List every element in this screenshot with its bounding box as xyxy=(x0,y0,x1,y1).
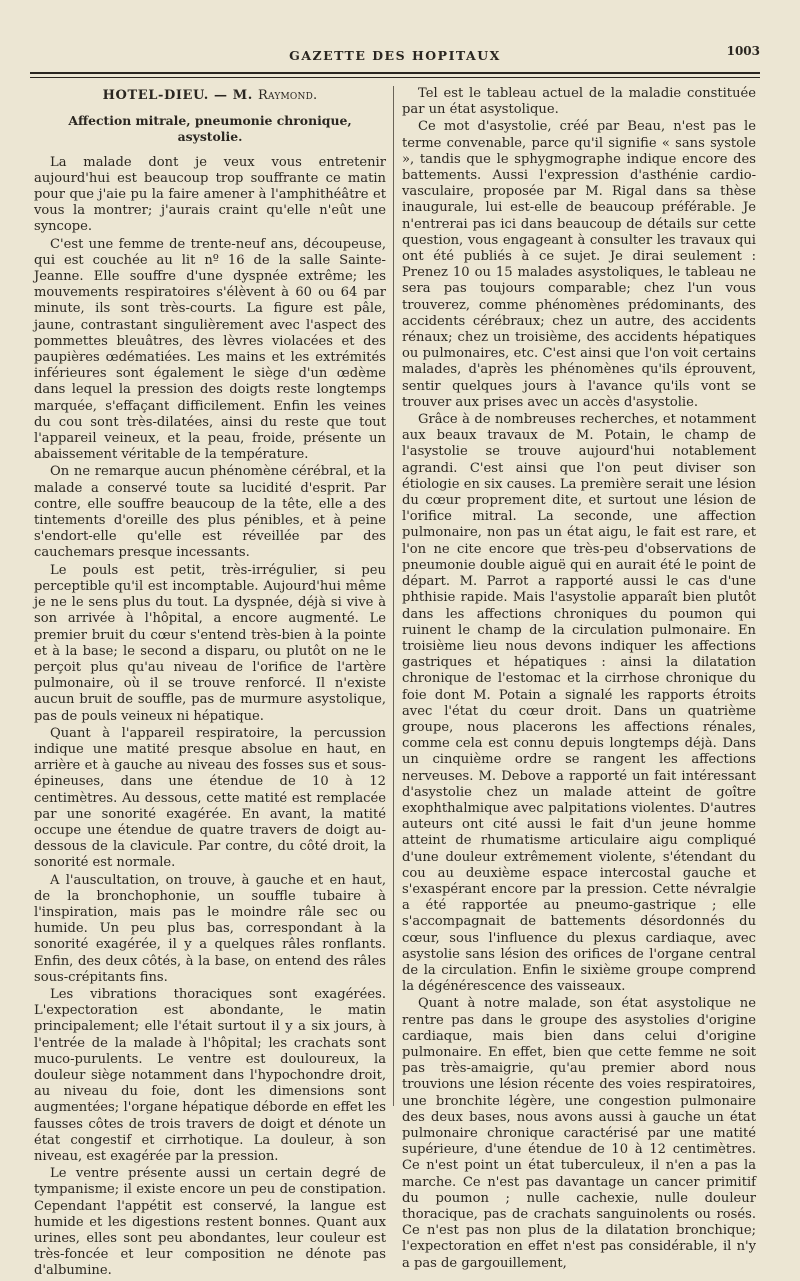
paragraph: Les vibrations thoraciques sont exagérées. L'expectoration est abondante, le matin principalement; elle l'était surtout il y a six jours, à l'entrée de la malade à l'hôpital; les crachats sont muco-purulents. Le ventre est douloureux, la douleur siège notamment dans l'hypochondre droit, au niveau du foie, dont les dimensions sont augmentées; l'organe hépatique déborde en effet les fausses côtes de trois travers de doigt et dénote un état congestif et cirrhotique. La douleur, à son niveau, est exagérée par la pression. xyxy=(34,986,386,1164)
section-title-main: HOTEL-DIEU. — M. xyxy=(102,88,253,103)
paragraph: A l'auscultation, on trouve, à gauche et en haut, de la bronchophonie, un souffle tubaire à l'inspiration, mais pas le moindre râle sec ou humide. Un peu plus bas, correspondant à la sonorité exagérée, il y a quelques râles ronflants. Enfin, des deux côtés, à la base, on entend des râles sous-crépitants fins. xyxy=(34,872,386,985)
header-rule-thick xyxy=(30,72,760,74)
page-number: 1003 xyxy=(726,44,760,58)
header-rule-thin xyxy=(30,77,760,78)
paragraph: Tel est le tableau actuel de la maladie constituée par un état asystolique. xyxy=(402,86,756,118)
journal-title: GAZETTE DES HOPITAUX xyxy=(289,48,501,63)
right-column xyxy=(402,86,756,1273)
paragraph: La malade dont je veux vous entretenir aujourd'hui est beaucoup trop souffrante ce matin pour que j'aie pu la faire amener à l'amphithéâtre et vous la montrer; j'aurais craint qu'elle n'eût une syncope. xyxy=(34,154,386,235)
column-divider xyxy=(393,86,394,1106)
paragraph: C'est une femme de trente-neuf ans, découpeuse, qui est couchée au lit nº 16 de la salle Sainte-Jeanne. Elle souffre d'une dyspnée extrême; les mouvements respiratoires s'élèvent à 60 ou 64 par minute, ils sont très-courts. La figure est pâle, jaune, contrastant singulièrement avec l'aspect des pommettes bleuâtres, des lèvres violacées et des paupières œdématiées. Les mains et les extrémités inférieures sont également le siège d'un œdème dans lequel la pression des doigts reste longtemps marquée, s'effaçant difficilement. Enfin les veines du cou sont très-dilatées, ainsi du reste que tout l'appareil veineux, et la peau, froide, présente un abaissement véritable de la température. xyxy=(34,236,386,463)
paragraph: Quant à notre malade, son état asystolique ne rentre pas dans le groupe des asystolies d'origine cardiaque, mais bien dans celui d'origine pulmonaire. En effet, bien que cette femme ne soit pas très-amaigrie, qu'au premier abord nous trouvions une lésion récente des voies respiratoires, une bronchite légère, une congestion pulmonaire des deux bases, nous avons aussi à gauche un état pulmonaire chronique caractérisé par une matité supérieure, d'une étendue de 10 à 12 centimètres. Ce n'est point un état tuberculeux, il n'en a pas la marche. Ce n'est pas davantage un cancer primitif du poumon ; nulle cachexie, nulle douleur thoracique, pas de crachats sanguinolents ou rosés. Ce n'est pas non plus de la dilatation bronchique; l'expectoration en effet n'est pas considérable, il n'y a pas de gargouillement, xyxy=(402,996,756,1271)
paragraph: Ce mot d'asystolie, créé par Beau, n'est pas le terme convenable, parce qu'il signifie « sans systole », tandis que le sphygmographe indique encore des battements. Aussi l'expression d'asthénie cardio-vasculaire, proposée par M. Rigal dans sa thèse inaugurale, lui est-elle de beaucoup préférable. Je n'entrerai pas ici dans beaucoup de détails sur cette question, vous engageant à consulter les travaux qui ont été publiés à ce sujet. Je dirai seulement : Prenez 10 ou 15 malades asystoliques, le tableau ne sera pas toujours comparable; chez l'un vous trouverez, comme phénomènes prédominants, des accidents cérébraux; chez un autre, des accidents rénaux; chez un troisième, des accidents hépatiques ou pulmonaires, etc. C'est ainsi que l'on voit certains malades, d'après les phénomènes qu'ils éprouvent, sentir quelques jours à l'avance qu'ils vont se trouver aux prises avec un accès d'asystolie. xyxy=(402,119,756,410)
paragraph: Grâce à de nombreuses recherches, et notamment aux beaux travaux de M. Potain, le champ de l'asystolie se trouve aujourd'hui notablement agrandi. C'est ainsi que l'on peut diviser son étiologie en six causes. La première serait une lésion du cœur proprement dite, et surtout une lésion de l'orifice mitral. La seconde, une affection pulmonaire, non pas un état aigu, le fait est rare, et l'on ne cite encore que très-peu d'observations de pneumonie double aiguë qui en aurait été le point de départ. M. Parrot a rapporté aussi le cas d'une phthisie rapide. Mais l'asystolie apparaît bien plutôt dans les affections chroniques du poumon qui ruinent le champ de la circulation pulmonaire. En troisième lieu nous devons indiquer les affections gastriques et hépatiques : ainsi la dilatation chronique de l'estomac et la cirrhose chronique du foie dont M. Potain a signalé les rapports étroits avec l'état du cœur droit. Dans un quatrième groupe, nous placerons les affections rénales, comme cela est connu depuis longtemps déjà. Dans un cinquième ordre se rangent les affections nerveuses. M. Debove a rapporté un fait intéressant d'asystolie chez un malade atteint de goître exophthalmique avec palpitations violentes. D'autres auteurs ont cité aussi le fait d'un jeune homme atteint de rhumatisme articulaire aigu compliqué d'une douleur extrêmement violente, s'étendant du cou au deuxième espace intercostal gauche et s'exaspérant encore par la pression. Cette névralgie a été rapportée au pneumo-gastrique ; elle s'accompagnait de battements désordonnés du cœur, sous l'influence du plexus cardiaque, avec asystolie sans lésion des orifices de l'organe central de la circulation. Enfin le sixième groupe comprend la dégénérescence des vaisseaux. xyxy=(402,412,756,995)
paragraph: Le ventre présente aussi un certain degré de tympanisme; il existe encore un peu de constipation. Cependant l'appétit est conservé, la langue est humide et les digestions restent bonnes. Quant aux urines, elles sont peu abondantes, leur couleur est très-foncée et leur composition ne dénote pas d'albumine. xyxy=(34,1166,386,1279)
section-title xyxy=(34,88,386,104)
case-title: Affection mitrale, pneumonie chronique, asystolie. xyxy=(68,113,352,145)
paragraph: Quant à l'appareil respiratoire, la percussion indique une matité presque absolue en haut, en arrière et à gauche au niveau des fosses sus et sous-épineuses, dans une étendue de 10 à 12 centimètres. Au dessous, cette matité est remplacée par une sonorité exagérée. En avant, la matité occupe une étendue de quatre travers de doigt au-dessous de la clavicule. Par contre, du côté droit, la sonorité est normale. xyxy=(34,725,386,871)
page-header xyxy=(30,40,760,68)
paragraph: On ne remarque aucun phénomène cérébral, et la malade a conservé toute sa lucidité d'esprit. Par contre, elle souffre beaucoup de la tête, elle a des tintements d'oreille des plus pénibles, et à peine s'endort-elle qu'elle est réveillée par des cauchemars presque incessants. xyxy=(34,464,386,561)
section-title-author: Raymond. xyxy=(258,88,318,103)
paragraph: Le pouls est petit, très-irrégulier, si peu perceptible qu'il est incomptable. Aujourd'hui même je ne le sens plus du tout. La dyspnée, déjà si vive à son arrivée à l'hôpital, a encore augmenté. Le premier bruit du cœur s'entend très-bien à la pointe et à la base; le second a disparu, ou plutôt on ne le perçoit plus qu'au niveau de l'orifice de l'artère pulmonaire, où il se trouve renforcé. Il n'existe aucun bruit de souffle, pas de murmure asystolique, pas de pouls veineux ni hépatique. xyxy=(34,562,386,724)
left-column xyxy=(34,86,386,1281)
